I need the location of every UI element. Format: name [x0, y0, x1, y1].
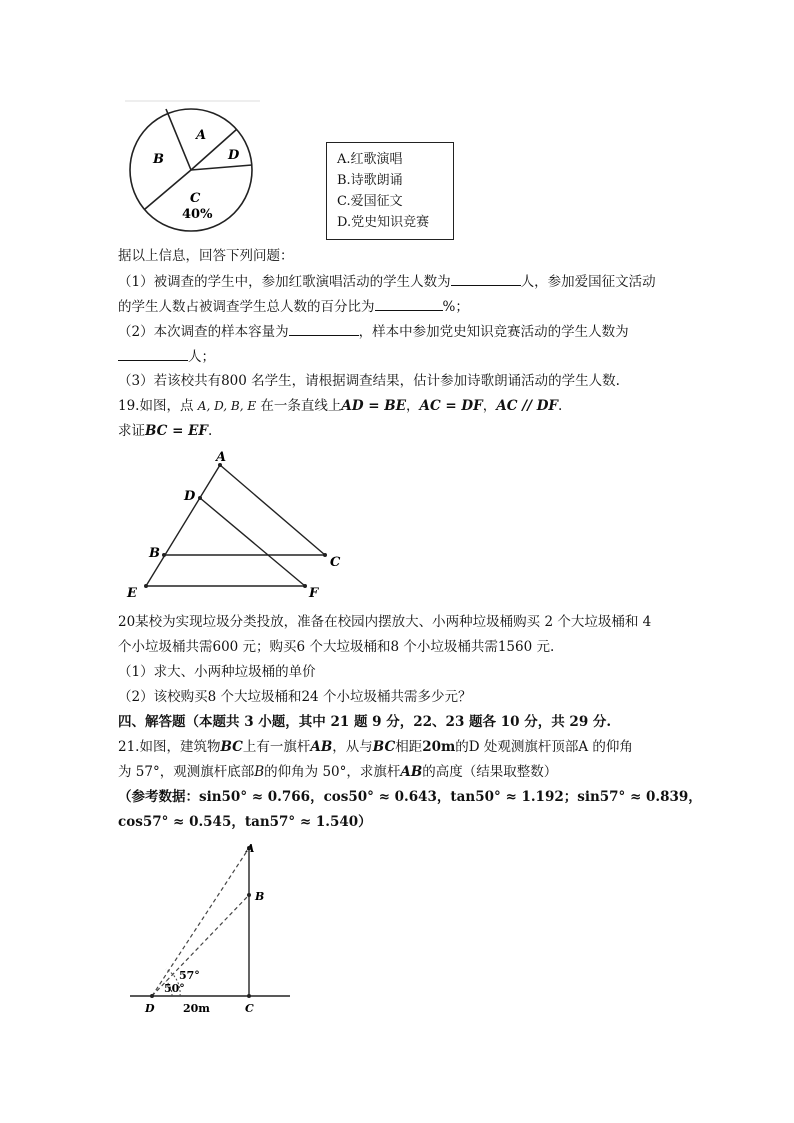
q19-sep: ，: [482, 398, 497, 414]
point-c: C: [330, 555, 341, 570]
q21-text: 上有一旗杆: [242, 739, 311, 755]
pie-slice-edge: [145, 170, 191, 209]
q21-bc: BC: [372, 739, 396, 755]
q21-text: ，从与: [332, 739, 373, 755]
angle-label-57: 57°: [179, 969, 200, 982]
q18-p1-text-a: （1）被调查的学生中，参加红歌演唱活动的学生人数为: [118, 274, 451, 290]
q19-end: .: [558, 398, 563, 414]
q18-intro: 据以上信息，回答下列问题：: [118, 248, 294, 264]
point-b: B: [149, 546, 160, 561]
point-b: B: [255, 890, 265, 903]
q18-part3: （3）若该校共有800 名学生，请根据调查结果，估计参加诗歌朗诵活动的学生人数.: [118, 373, 620, 389]
line-ac: [220, 465, 325, 555]
q20-line1: 20某校为实现垃圾分类投放，准备在校园内摆放大、小两种垃圾桶购买 2 个大垃圾桶和 4: [118, 614, 652, 630]
q19-points: A, D, B, E: [197, 399, 257, 413]
q21-text: 的D 处观测旗杆顶部A 的仰角: [455, 739, 633, 755]
pie-chart-figure: [120, 95, 270, 240]
pie-slice-edge: [166, 109, 191, 170]
q21-text: 21.如图，建筑物: [118, 739, 221, 755]
q19-prove: [118, 421, 212, 441]
angle-label-50: 50°: [164, 982, 185, 995]
legend-item-d: D.党史知识竞赛: [337, 215, 430, 230]
q18-part1-line2: [118, 296, 469, 317]
point-c: C: [245, 1002, 254, 1015]
q19-condition-2: AC = DF: [419, 398, 483, 414]
pie-label-a: A: [196, 128, 207, 143]
q18-p2-text-b: ，样本中参加党史知识竞赛活动的学生人数为: [358, 324, 629, 340]
point-a: A: [246, 842, 255, 855]
q21-ab: AB: [310, 739, 333, 755]
pie-percent-c: 40%: [182, 207, 213, 222]
answer-blank: [451, 271, 521, 286]
q21-reference-1: （参考数据：sin50° ≈ 0.766，cos50° ≈ 0.643，tan50° ≈ 1.192；sin57° ≈ 0.839，: [118, 789, 702, 805]
q18-part1-line1: [118, 271, 656, 292]
point-e: E: [127, 586, 137, 601]
pie-legend: [326, 142, 454, 240]
q21-distance: 20m: [422, 739, 456, 755]
q21-line1: [118, 737, 633, 757]
q20-sub1: （1）求大、小两种垃圾桶的单价: [118, 664, 316, 680]
line-ae: [146, 465, 220, 586]
point-d: D: [184, 489, 196, 504]
q18-part2-line1: [118, 321, 629, 342]
q19-condition-1: AD = BE: [341, 398, 406, 414]
q21-bc: BC: [220, 739, 243, 755]
q19-figure: [125, 448, 365, 603]
q21-ab: AB: [400, 764, 423, 780]
answer-blank: [375, 296, 443, 311]
q21-line2: [118, 762, 557, 782]
q21-point-b: B: [254, 764, 265, 780]
q18-part2-line2: [118, 346, 215, 367]
pie-slice-edge: [191, 165, 252, 170]
q21-text: 为 57°，观测旗杆底部: [118, 764, 255, 780]
q20-line2: 个小垃圾桶共需600 元；购买6 个大垃圾桶和8 个小垃圾桶共需1560 元.: [118, 639, 555, 655]
q21-text: 相距: [395, 739, 423, 755]
legend-item-c: C.爱国征文: [337, 194, 403, 209]
legend-item-a: A.红歌演唱: [337, 152, 403, 167]
answer-blank: [289, 321, 359, 336]
q19-sep: ，: [406, 398, 420, 414]
answer-blank: [118, 346, 188, 361]
q21-text: 的高度（结果取整数）: [422, 764, 558, 780]
q19-statement: [118, 396, 562, 416]
point-d: D: [145, 1002, 155, 1015]
q18-p1-text-b: 人，参加爱国征文活动: [520, 274, 656, 290]
q18-p2-text-c: 人；: [188, 349, 215, 365]
pie-label-b: B: [153, 152, 164, 167]
q19-goal-end: .: [208, 423, 213, 439]
q19-condition-3: AC // DF: [496, 398, 559, 414]
q19-goal: BC = EF: [145, 423, 208, 439]
q20-sub2: （2）该校购买8 个大垃圾桶和24 个小垃圾桶共需多少元？: [118, 689, 472, 705]
q18-p2-text-a: （2）本次调查的样本容量为: [118, 324, 289, 340]
legend-item-b: B.诗歌朗诵: [337, 173, 403, 188]
distance-label: 20m: [183, 1002, 210, 1015]
q19-prove-text: 求证: [118, 423, 145, 439]
q18-p1-text-d: %；: [442, 299, 469, 315]
point-f: F: [309, 586, 319, 601]
sightline-da: [152, 848, 249, 996]
point-a: A: [216, 450, 227, 465]
section-heading: 四、解答题（本题共 3 小题，其中 21 题 9 分，22、23 题各 10 分，共 29 分.: [118, 714, 612, 730]
q19-text: 在一条直线上: [260, 398, 342, 414]
pie-label-c: C: [190, 191, 201, 206]
line-df: [200, 498, 305, 586]
q18-p1-text-c: 的学生人数占被调查学生总人数的百分比为: [118, 299, 375, 315]
q19-text: 19.如图，点: [118, 398, 194, 414]
q21-reference-2: cos57° ≈ 0.545，tan57° ≈ 1.540）: [118, 814, 372, 830]
pie-label-d: D: [228, 148, 240, 163]
q21-figure: [125, 838, 295, 1018]
q21-text: 的仰角为 50°，求旗杆: [264, 764, 401, 780]
